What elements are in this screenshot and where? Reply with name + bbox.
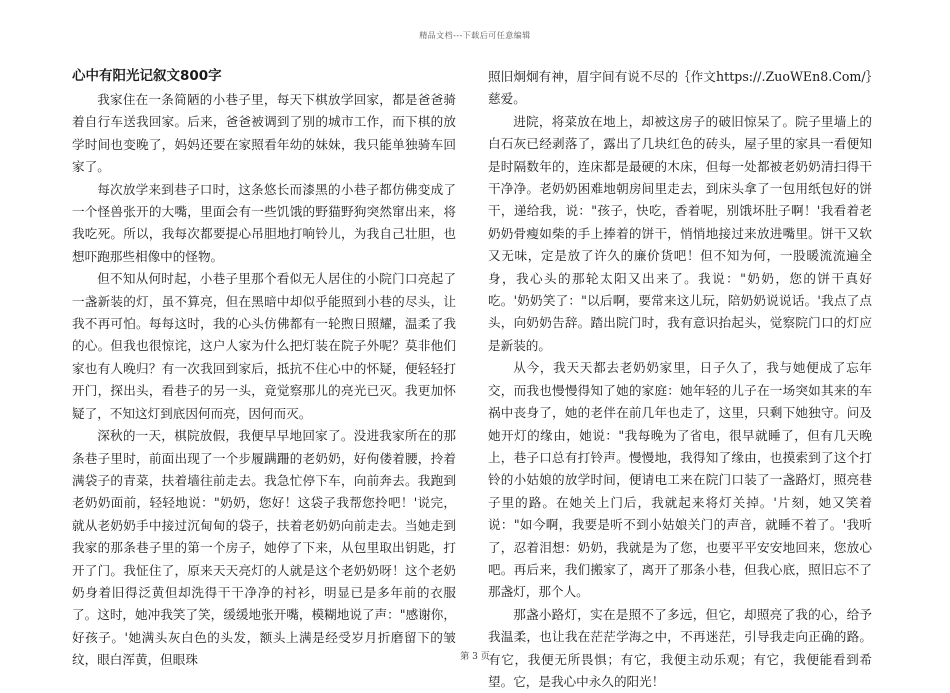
paragraph-7: 那盏小路灯，实在是照不了多远，但它，却照亮了我的心，给予我温柔，也让我在茫茫学海之中，不再迷茫，引导我走向正确的路。有它，我便无所畏惧；有它，我便主动乐观；有它，我便能看到希望。它，是我心中永久的阳光！ (488, 606, 872, 689)
paragraph-4-continued: 照旧炯炯有神，眉宇间有说不尽的｛作文https://.ZuoWEn8.Com/｝慈爱。 (488, 69, 872, 107)
paragraph-1: 我家住在一条简陋的小巷子里，每天下棋放学回家，都是爸爸骑着自行车送我回家。后来，爸爸被调到了别的城市工作，而下棋的放学时间也变晚了，妈妈还要在家照看年幼的妹妹，我只能单独骑车回家了。 (72, 92, 456, 175)
paragraph-6: 从今，我天天都去老奶奶家里，日子久了，我与她便成了忘年交，而我也慢慢得知了她的家庭：她年轻的儿子在一场突如其来的车祸中丧身了，她的老伴在前几年也走了，这里，只剩下她独守。问及她开灯的缘由，她说："我每晚为了省电，很早就睡了，但有几天晚上，巷子口总有打铃声。慢慢地，我得知了缘由，也摸索到了这个打铃的小姑娘的放学时间，便请电工来在院门口装了一盏路灯，照亮巷子里的路。在她关上门后，我就起来将灯关掉。'片刻，她又笑着说："如今啊，我要是听不到小姑娘关门的声音，就睡不着了。'我听了，忍着泪想：奶奶，我就是为了您，也要平平安安地回来，您放心吧。再后来，我们搬家了，离开了那条小巷，但我心底，照旧忘不了那盏灯，那个人。 (488, 360, 872, 600)
paragraph-2: 每次放学来到巷子口时，这条悠长而漆黑的小巷子都仿佛变成了一个怪兽张开的大嘴，里面会有一些饥饿的野猫野狗突然窜出来，将我吃死。所以，我每次都要提心吊胆地打响铃儿，为我自己壮胆，也想吓跑那些相像中的怪物。 (72, 181, 456, 264)
left-column (72, 66, 456, 672)
paragraph-3: 但不知从何时起，小巷子里那个看似无人居住的小院门口亮起了一盏新装的灯，虽不算亮，但在黑暗中却似乎能照到小巷的尽头，让我不再可怕。每每这时，我的心头仿佛都有一轮煦日照耀，温柔了我的心。但我也很惊诧，这户人家为什么把灯装在院子外呢？莫非他们家也有人晚归？有一次我回到家后，抵抗不住心中的怀疑，便轻轻打开门，探出头，看巷子的另一头，竟觉察那儿的亮光已灭。我更加怀疑了，不知这灯到底因何而亮，因何而灭。 (72, 271, 456, 421)
paragraph-5: 进院，将菜放在地上，却被这房子的破旧惊呆了。院子里墙上的白石灰已经剥落了，露出了几块红色的砖头，屋子里的家具一看便知是时隔数年的，连床都是最硬的木床，但每一处都被老奶奶清扫得干干净净。老奶奶困难地朝房间里走去，到床头拿了一包用纸包好的饼干，递给我，说："孩子，快吃，香着呢，别饿坏肚子啊！'我看着老奶奶骨瘦如柴的手上捧着的饼干，悄悄地接过来放进嘴里。饼干又软又无味，定是放了许久的廉价货吧！但不知为何，一股暖流流遍全身，我心头的那轮太阳又出来了。我说："奶奶，您的饼干真好吃。'奶奶笑了："以后啊，要常来这儿玩，陪奶奶说说话。'我点了点头，向奶奶告辞。踏出院门时，我有意识抬起头，觉察院门口的灯应是新装的。 (488, 113, 872, 353)
right-column (488, 66, 872, 693)
page-header: 精品文档---下载后可任意编辑 (419, 31, 531, 40)
page-number: 第 3 页 (460, 652, 490, 662)
article-title: 心中有阳光记叙文800字 (72, 68, 222, 84)
paragraph-4: 深秋的一天，棋院放假，我便早早地回家了。没进我家所在的那条巷子里时，前面出现了一个步履蹒跚的老奶奶，好佝偻着腰，拎着满袋子的青菜，扶着墙往前走去。我急忙停下车，向前奔去。我跑到老奶奶面前，轻轻地说："奶奶，您好！这袋子我帮您拎吧！'说完，就从老奶奶手中接过沉甸甸的袋子，扶着老奶奶向前走去。当她走到我家的那条巷子里的第一个房子，她停了下来，从包里取出钥匙，打开了门。我怔住了，原来天天亮灯的人就是这个老奶奶呀！这个老奶奶身着旧得泛黄但却洗得干干净净的衬衫，明显已是多年前的衣服了。这时，她冲我笑了笑，缓缓地张开嘴，模糊地说了声："感谢你，好孩子。'她满头灰白色的头发，额头上满是经受岁月折磨留下的皱纹，眼白浑黄，但眼珠 (72, 428, 456, 668)
